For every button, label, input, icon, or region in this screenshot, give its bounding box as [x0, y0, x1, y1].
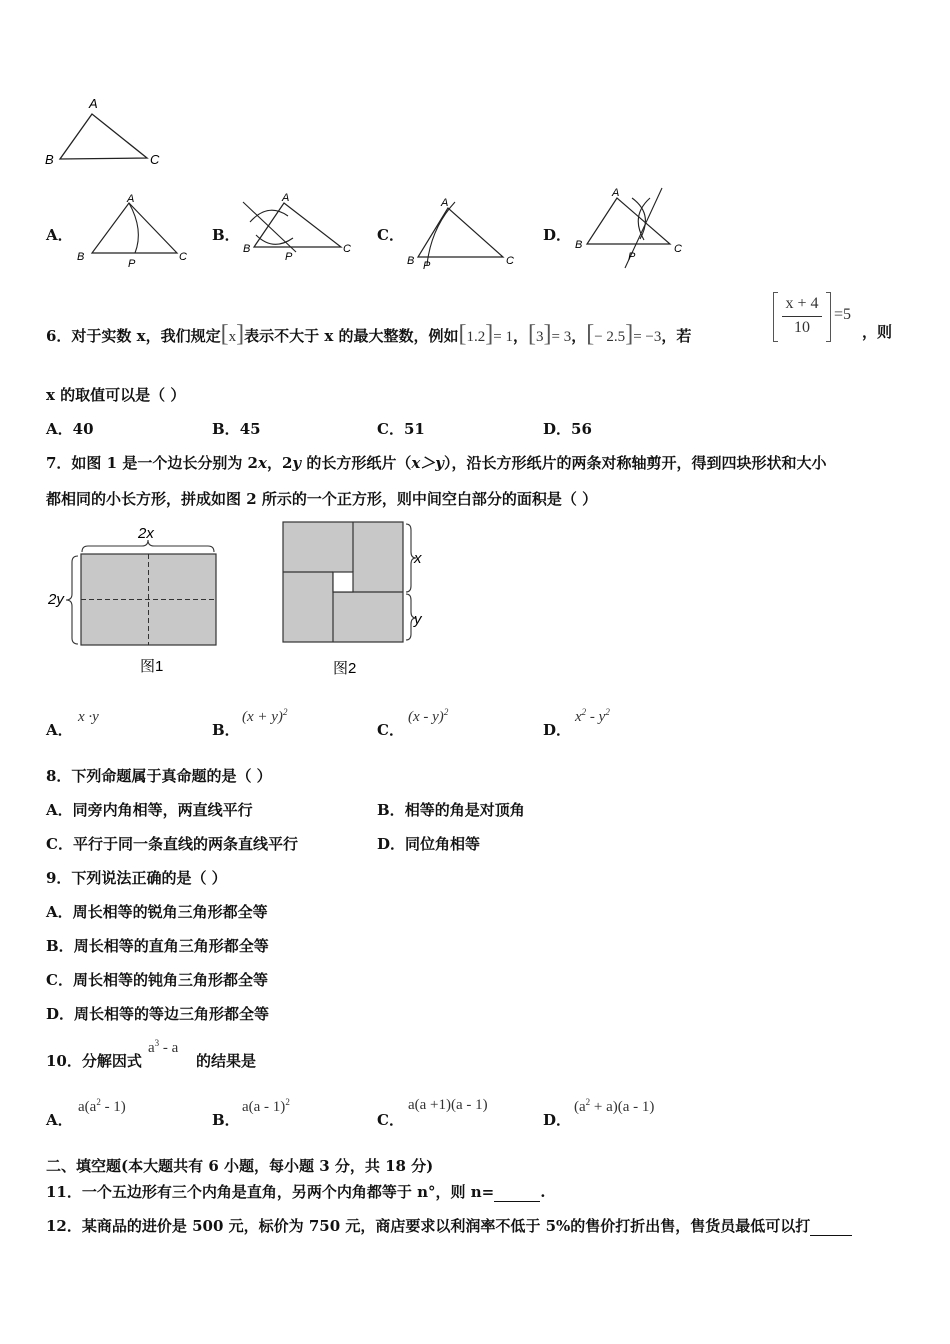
q6-ruo: 若	[676, 327, 692, 345]
q5-option-c-letter: C．	[377, 226, 404, 244]
label-A: A	[127, 193, 135, 205]
q5-option-b-letter: B．	[212, 226, 240, 244]
q6-prefix: 6．对于实数 x，我们规定	[46, 327, 221, 345]
q10-option-b-letter: B．	[212, 1111, 240, 1129]
label-A: A	[89, 96, 98, 111]
q9-stem: 9．下列说法正确的是（ ）	[46, 869, 227, 887]
label-P: P	[128, 258, 136, 270]
q12-stem: 12．某商品的进价是 500 元，标价为 750 元，商店要求以利润率不低于 5%的售价打折出售，售货员最低可以打	[46, 1215, 852, 1236]
q7-option-a[interactable]: x ·y	[78, 709, 99, 725]
q8-option-b[interactable]: B．相等的角是对顶角	[377, 801, 525, 819]
q9-option-a[interactable]: A．周长相等的锐角三角形都全等	[46, 903, 268, 921]
q6-frac-eq: =5	[834, 306, 852, 323]
q6-ze: ，则	[862, 323, 893, 341]
q6-comma-1: ，	[512, 327, 528, 345]
q6-frac-den: 10	[794, 319, 810, 336]
q6-stem-line2: x 的取值可以是（ ）	[46, 386, 186, 404]
q6-option-d[interactable]: D．56	[543, 420, 592, 438]
q5-option-b-figure[interactable]	[238, 190, 363, 270]
label-B: B	[407, 255, 415, 267]
q8-option-c[interactable]: C．平行于同一条直线的两条直线平行	[46, 835, 298, 853]
q6-mid: 表示不大于 x 的最大整数，例如	[244, 327, 459, 345]
q6-ex2-in: 3	[535, 329, 544, 345]
q10-stem-b: 的结果是	[196, 1052, 257, 1070]
q7-option-c[interactable]: (x - y)$^2$	[408, 707, 449, 725]
label-A: A	[441, 197, 449, 209]
q10-option-a-letter: A．	[46, 1111, 73, 1129]
q6-ex3-out: = −3	[633, 329, 662, 345]
q10-option-b[interactable]: a(a - 1)$^2$	[242, 1097, 290, 1115]
q6-ex3-in: − 2.5	[594, 329, 626, 345]
label-A: A	[612, 187, 620, 199]
label-C: C	[150, 152, 160, 167]
q8-option-d[interactable]: D．同位角相等	[377, 835, 481, 853]
q11-blank[interactable]	[494, 1183, 540, 1202]
fig2-x-label: x	[414, 550, 422, 567]
label-C: C	[179, 251, 187, 263]
label-B: B	[45, 152, 54, 167]
q6-fraction-bracket	[773, 292, 831, 342]
q10-expression: $a^3$ - a	[148, 1038, 179, 1056]
q6-ex2-out: = 3	[551, 329, 572, 345]
label-P: P	[285, 251, 293, 263]
q10-option-c[interactable]: a(a +1)(a - 1)	[408, 1097, 488, 1113]
q6-comma-3: ，	[661, 327, 677, 345]
q10-option-d[interactable]: $(a^2 + a)(a - 1)$	[574, 1097, 655, 1115]
label-P: P	[423, 260, 431, 270]
q10-option-a[interactable]: $a(a^2 - 1)$	[78, 1097, 126, 1115]
q9-option-b[interactable]: B．周长相等的直角三角形都全等	[46, 937, 269, 955]
q6-option-b[interactable]: B．45	[212, 420, 261, 438]
fig1-top-label: 2x	[138, 525, 154, 542]
q6-option-a[interactable]: A．40	[46, 420, 94, 438]
fig1-caption: 图1	[140, 658, 164, 675]
q6-option-c[interactable]: C．51	[377, 420, 425, 438]
q6-frac-num: x + 4	[785, 295, 819, 312]
q5-option-c-figure[interactable]	[403, 190, 528, 270]
label-A: A	[282, 192, 290, 204]
q5-reference-triangle	[40, 92, 170, 172]
label-P: P	[628, 251, 636, 263]
q10-option-c-letter: C．	[377, 1111, 404, 1129]
q5-option-a-letter: A．	[46, 226, 73, 244]
fig2-y-label: y	[414, 611, 422, 628]
q9-option-d[interactable]: D．周长相等的等边三角形都全等	[46, 1005, 270, 1023]
q9-option-c[interactable]: C．周长相等的钝角三角形都全等	[46, 971, 268, 989]
q7-option-d[interactable]: $x^2 - y^2$	[575, 707, 610, 725]
q7-figure-1	[44, 518, 234, 680]
label-B: B	[77, 251, 85, 263]
q5-option-d-figure[interactable]	[572, 184, 697, 270]
q6-ex1-out: = 1	[493, 329, 513, 345]
label-B: B	[243, 243, 251, 255]
label-C: C	[674, 243, 682, 255]
fig1-left-label: 2y	[48, 591, 64, 608]
q7-option-a-letter: A．	[46, 721, 73, 739]
q8-option-a[interactable]: A．同旁内角相等，两直线平行	[46, 801, 253, 819]
q6-comma-2: ，	[571, 327, 587, 345]
q7-stem-line2: 都相同的小长方形，拼成如图 2 所示的一个正方形，则中间空白部分的面积是（ ）	[46, 490, 598, 508]
q6-bracket-var: x	[228, 329, 237, 345]
q7-figure-2	[278, 518, 428, 680]
q10-option-d-letter: D．	[543, 1111, 572, 1129]
label-C: C	[343, 243, 351, 255]
q7-option-b-letter: B．	[212, 721, 240, 739]
section-2-title: 二、填空题(本大题共有 6 小题，每小题 3 分，共 18 分)	[46, 1157, 434, 1175]
q7-stem-line1: 7．如图 1 是一个边长分别为 2x，2y 的长方形纸片（x＞y），沿长方形纸片的两条对称轴剪开，得到四块形状和大小	[46, 454, 827, 472]
label-C: C	[506, 255, 514, 267]
q7-option-c-letter: C．	[377, 721, 404, 739]
fig2-caption: 图2	[333, 660, 357, 677]
q10-stem-a: 10．分解因式	[46, 1052, 142, 1070]
q11-stem: 11．一个五边形有三个内角是直角，另两个内角都等于 n°，则 n= .	[46, 1183, 546, 1201]
q8-stem: 8．下列命题属于真命题的是（ ）	[46, 767, 272, 785]
q6-ex1-in: 1.2	[466, 329, 486, 345]
q6-stem-line1: 6．对于实数 x，我们规定[x]表示不大于 x 的最大整数，例如[1.2]= 1，[3]= 3，[− 2.5]= −3，若	[46, 321, 692, 347]
label-B: B	[575, 239, 583, 251]
q5-option-d-letter: D．	[543, 226, 572, 244]
q5-option-a-figure[interactable]	[72, 190, 197, 270]
q7-option-d-letter: D．	[543, 721, 572, 739]
q7-option-b[interactable]: $(x + y)^2$	[242, 707, 288, 725]
q12-blank[interactable]	[810, 1217, 852, 1236]
